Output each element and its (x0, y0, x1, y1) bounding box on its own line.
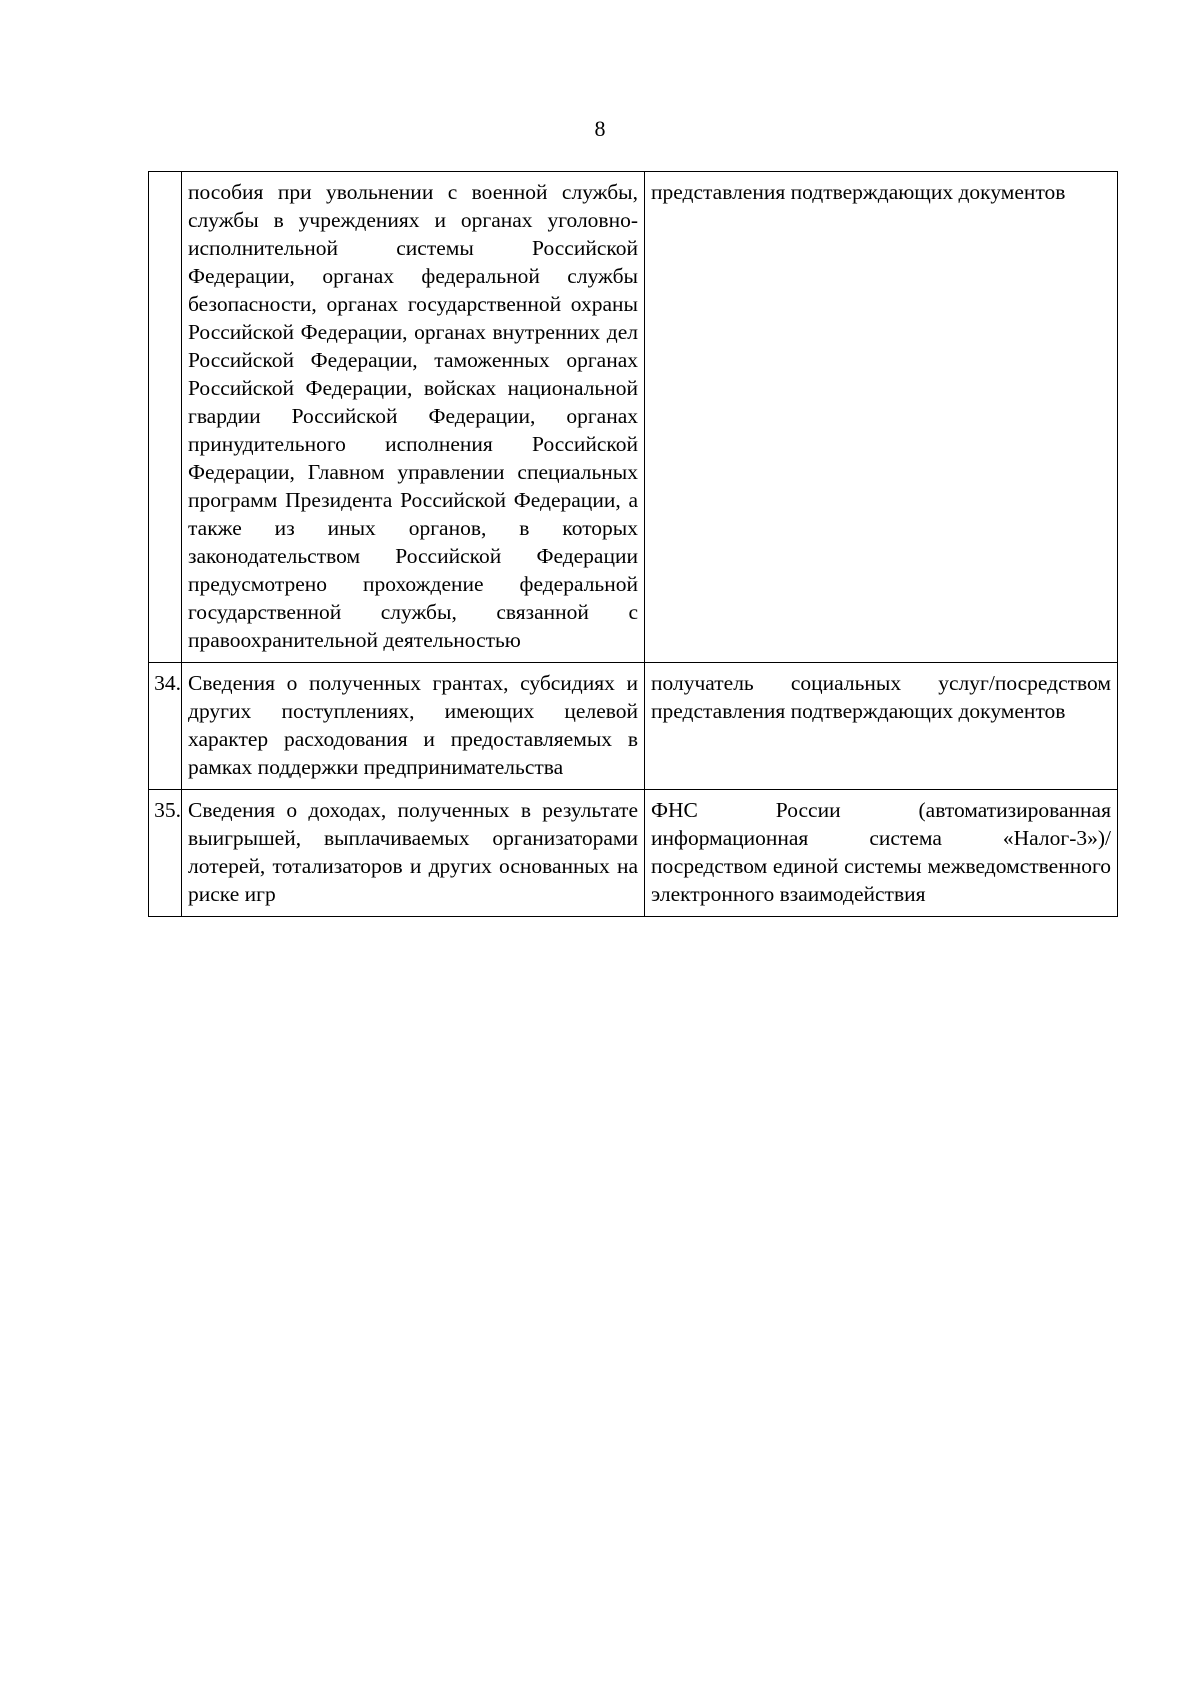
row-source-text: ФНС России (автоматизированная информационная система «Налог-3»)/посредством единой системы межведомственного электронного взаимодействия (651, 798, 1111, 906)
row-number: 34. (149, 663, 182, 790)
table-row (149, 663, 1118, 790)
documents-table (148, 171, 1118, 917)
row-number (149, 172, 182, 663)
table-row (149, 790, 1118, 917)
table-row (149, 172, 1118, 663)
row-info-text: Сведения о полученных грантах, субсидиях и других поступлениях, имеющих целевой характер расходования и предоставляемых в рамках поддержки предпринимательства (188, 671, 638, 779)
row-info-text: пособия при увольнении с военной службы, службы в учреждениях и органах уголовно-исполнительной системы Российской Федерации, органах федеральной службы безопасности, органах государственной охраны Российской Федерации, органах внутренних дел Российской Федерации, таможенных органах Российской Федерации, войсках национальной гвардии Российской Федерации, органах принудительного исполнения Российской Федерации, Главном управлении специальных программ Президента Российской Федерации, а также из иных органов, в которых законодательством Российской Федерации предусмотрено прохождение федеральной государственной службы, связанной с правоохранительной деятельностью (188, 180, 638, 652)
row-number: 35. (149, 790, 182, 917)
row-info-text: Сведения о доходах, полученных в результате выигрышей, выплачиваемых организаторами лотерей, тотализаторов и других основанных на риске игр (188, 798, 638, 906)
row-source-text: получатель социальных услуг/посредством представления подтверждающих документов (651, 671, 1111, 723)
page-number: 8 (594, 116, 606, 141)
row-source-text: представления подтверждающих документов (651, 180, 1066, 204)
